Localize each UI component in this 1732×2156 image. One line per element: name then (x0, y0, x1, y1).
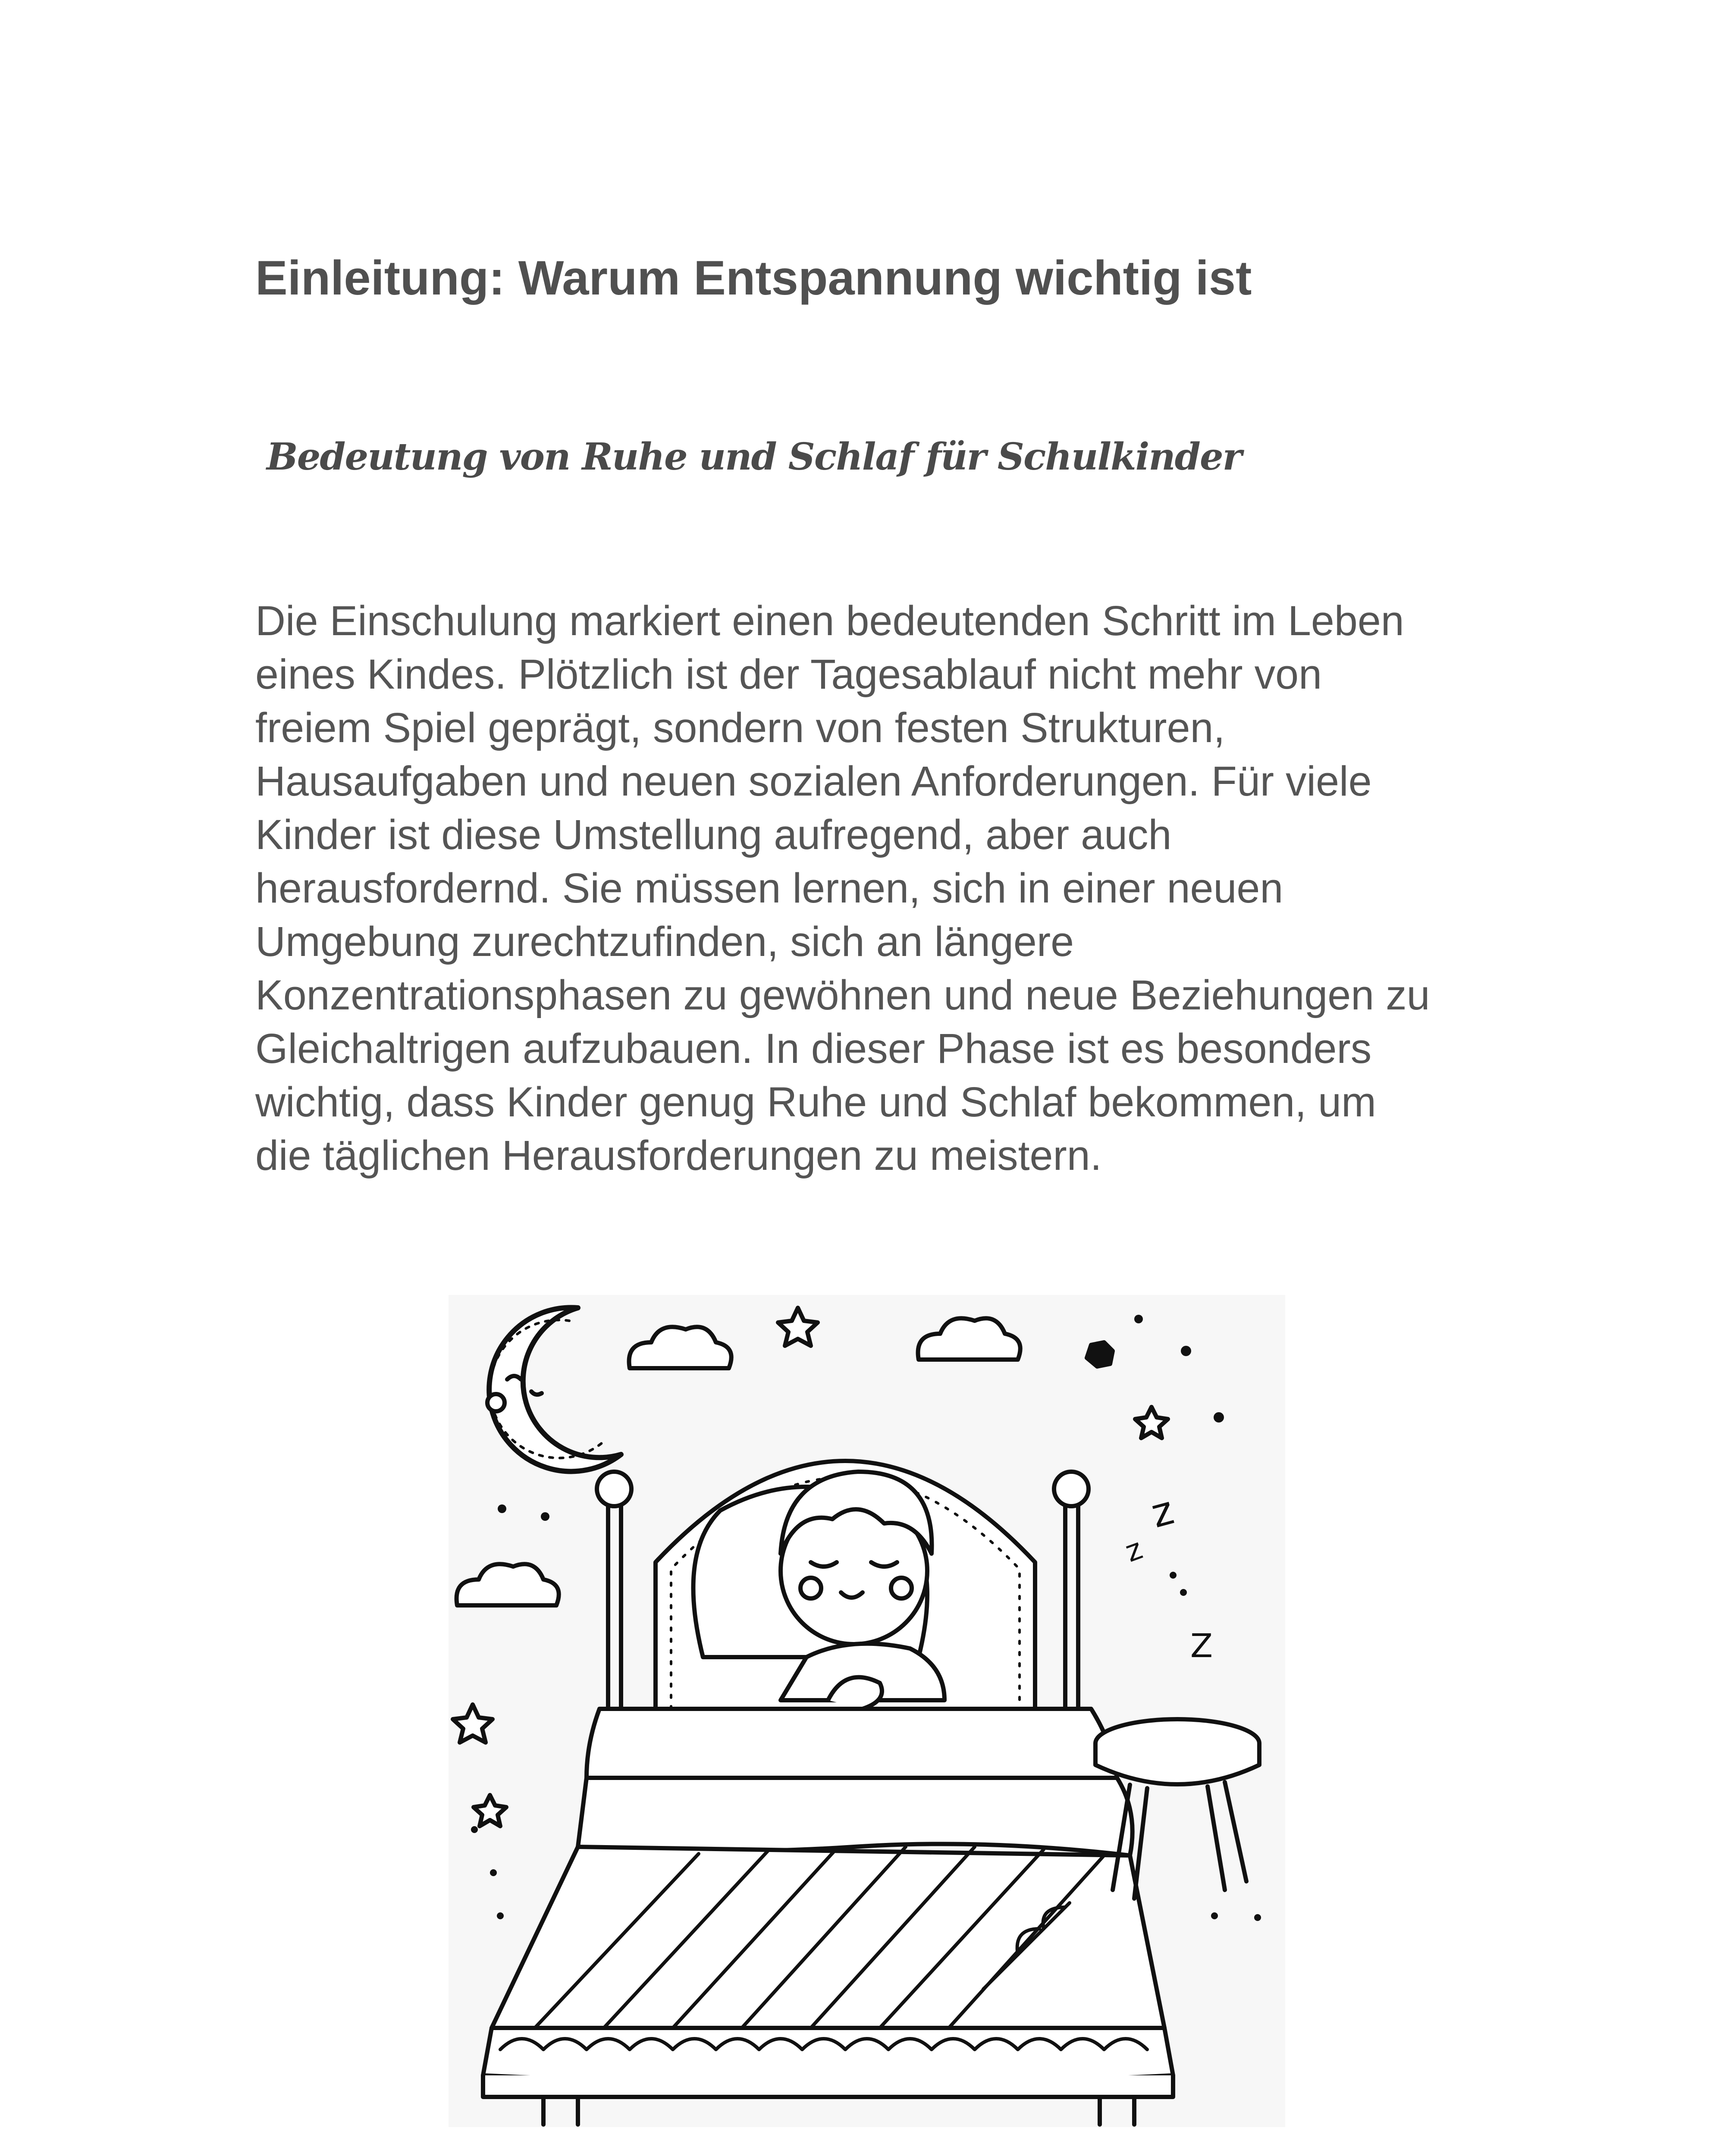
paragraph-line: Hausaufgaben und neuen sozialen Anforderungen. Für viele (255, 758, 1372, 805)
paragraph-line: Kinder ist diese Umstellung aufregend, aber auch (255, 811, 1172, 858)
sleep-z-icon: z (1120, 1532, 1147, 1569)
star-icon (778, 1308, 818, 1346)
paragraph-line: die täglichen Herausforderungen zu meistern. (255, 1132, 1102, 1179)
sleeping-child (781, 1472, 944, 1709)
illustration-drawing (449, 1295, 1285, 2127)
sleep-z-icon: Z (1190, 1626, 1213, 1665)
paragraph-line: herausfordernd. Sie müssen lernen, sich in einer neuen (255, 865, 1283, 912)
cloud-icon (918, 1318, 1020, 1360)
cloud-icon (629, 1327, 731, 1368)
intro-paragraph (255, 594, 1549, 1182)
blanket (483, 1709, 1173, 2125)
paragraph-line: Konzentrationsphasen zu gewöhnen und neue Beziehungen zu (255, 971, 1430, 1018)
section-subheading: Bedeutung von Ruhe und Schlaf für Schulkinder (267, 435, 1241, 479)
paragraph-line: freiem Spiel geprägt, sondern von festen Strukturen, (255, 704, 1225, 751)
paragraph-line: Umgebung zurechtzufinden, sich an längere (255, 918, 1074, 965)
paragraph-line: Die Einschulung markiert einen bedeutenden Schritt im Leben (255, 597, 1404, 644)
paragraph-line: eines Kindes. Plötzlich ist der Tagesablauf nicht mehr von (255, 651, 1322, 698)
star-icon (453, 1705, 493, 1742)
paragraph-line: wichtig, dass Kinder genug Ruhe und Schlaf bekommen, um (255, 1078, 1376, 1125)
cloud-icon (457, 1564, 559, 1605)
moon-icon (487, 1307, 621, 1471)
sleep-z-icon: z (1146, 1487, 1179, 1537)
star-icon (1135, 1407, 1168, 1438)
paragraph-line: Gleichaltrigen aufzubauen. In dieser Phase ist es besonders (255, 1025, 1372, 1072)
star-icon (1087, 1342, 1113, 1366)
star-icon (474, 1795, 506, 1826)
sleeping-child-illustration (449, 1295, 1285, 2127)
chapter-heading: Einleitung: Warum Entspannung wichtig ist (255, 251, 1252, 305)
